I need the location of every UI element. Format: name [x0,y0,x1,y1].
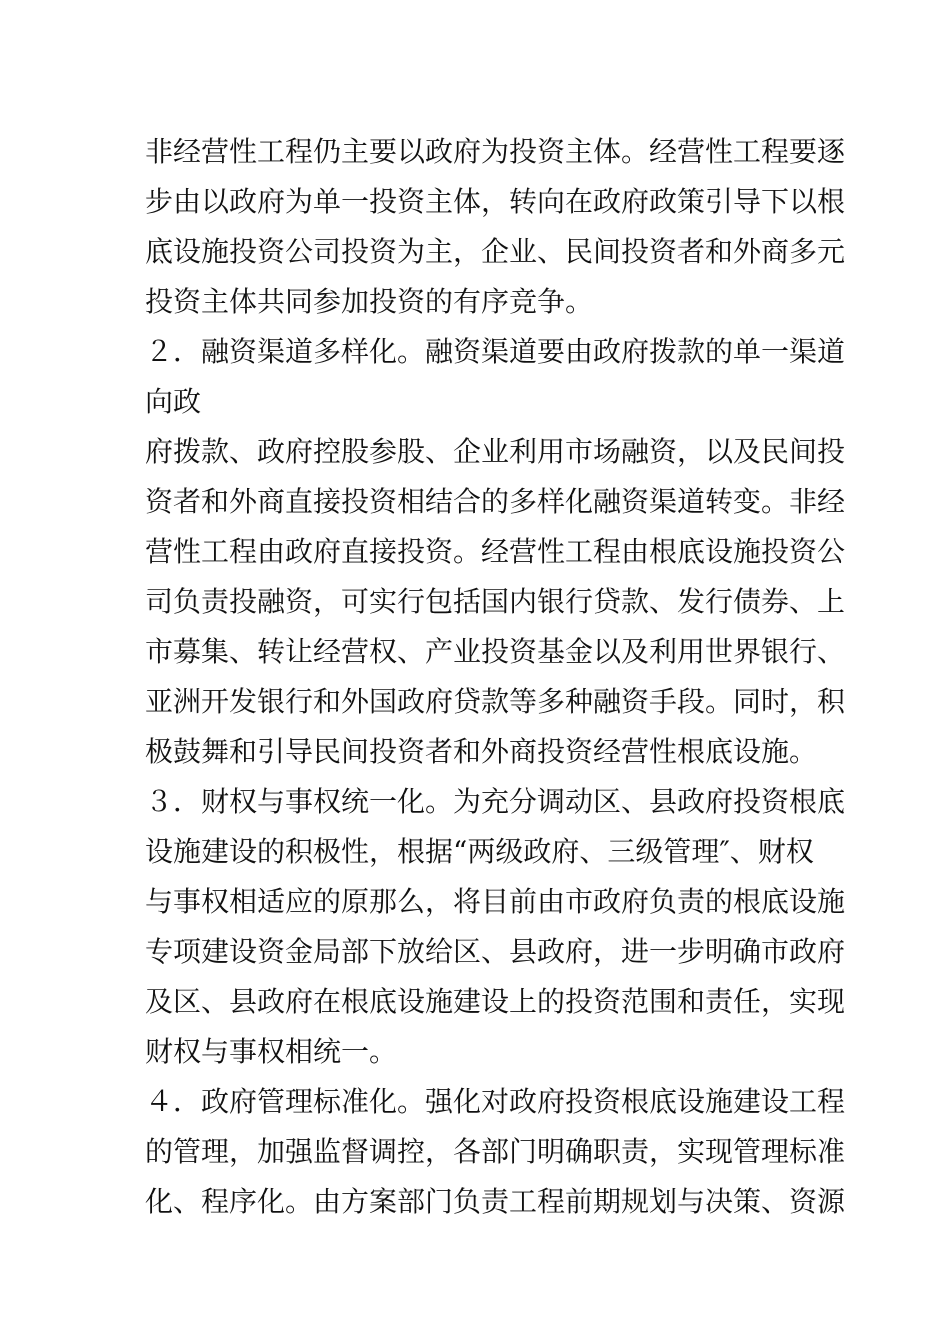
text-line: 非经营性工程仍主要以政府为投资主体。经营性工程要逐 [145,135,846,168]
text-line: 投资主体共同参加投资的有序竞争。 [145,285,594,318]
text-line: 化、程序化。由方案部门负责工程前期规划与决策、资源 [145,1185,846,1218]
text-line: 极鼓舞和引导民间投资者和外商投资经营性根底设施。 [145,735,818,768]
text-line: 专项建设资金局部下放给区、县政府，进一步明确市政府 [145,935,846,968]
numbered-paragraph-start: ３．财权与事权统一化。为充分调动区、县政府投资根底 [145,785,846,818]
text-line: 与事权相适应的原那么，将目前由市政府负责的根底设施 [145,885,846,918]
text-line: 市募集、转让经营权、产业投资基金以及利用世界银行、 [145,635,846,668]
text-line: 步由以政府为单一投资主体，转向在政府政策引导下以根 [145,185,846,218]
text-line: 司负责投融资，可实行包括国内银行贷款、发行债券、上 [145,585,846,618]
text-line: 财权与事权相统一。 [145,1035,398,1068]
text-line: 的管理，加强监督调控，各部门明确职责，实现管理标准 [145,1135,846,1168]
text-line: 向政 [145,385,202,418]
text-line: 营性工程由政府直接投资。经营性工程由根底设施投资公 [145,535,846,568]
text-line: 底设施投资公司投资为主，企业、民间投资者和外商多元 [145,235,846,268]
text-line: 亚洲开发银行和外国政府贷款等多种融资手段。同时，积 [145,685,846,718]
numbered-paragraph-start: ４．政府管理标准化。强化对政府投资根底设施建设工程 [145,1085,846,1118]
text-line: 及区、县政府在根底设施建设上的投资范围和责任，实现 [145,985,846,1018]
text-line: 资者和外商直接投资相结合的多样化融资渠道转变。非经 [145,485,846,518]
numbered-paragraph-start: ２．融资渠道多样化。融资渠道要由政府拨款的单一渠道 [145,335,846,368]
text-line: 设施建设的积极性，根据“两级政府、三级管理″、财权 [145,835,814,868]
text-line: 府拨款、政府控股参股、企业利用市场融资，以及民间投 [145,435,846,468]
